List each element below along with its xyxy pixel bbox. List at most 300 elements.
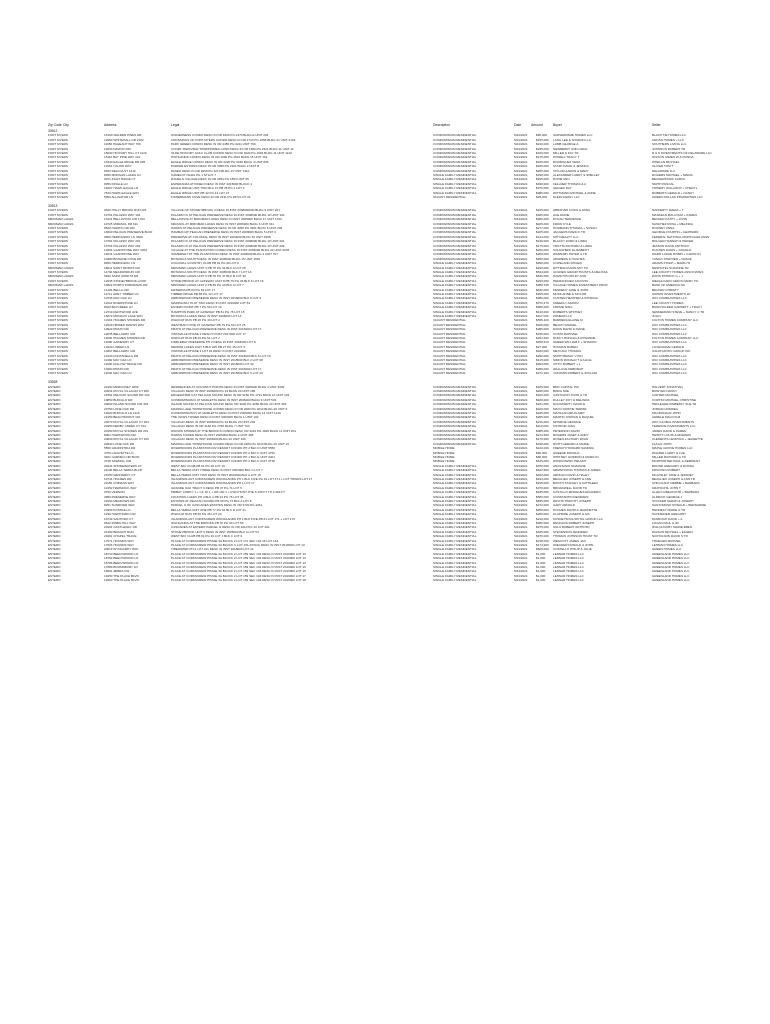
buyer-cell: BLACKY FORD & LINDA (553, 239, 588, 244)
address-cell: 12035 BELLAWAY CIR (104, 331, 136, 336)
amount-cell: $1,000 (536, 578, 546, 583)
seller-cell: WCI COMMUNITIES LLC (652, 366, 687, 371)
seller-cell: WEALE FARO GEM IN MARY TR (652, 278, 698, 283)
seller-cell: BECKERSTAFF CAROL (652, 177, 686, 182)
city-cell: MIROMAR LAKES (48, 217, 74, 222)
table-row (0, 429, 770, 433)
amount-cell: $155,000 (536, 137, 549, 142)
legal-cell: MIRASOL AT MIROMAR LAKES DESC IN INST 2006000 BLDG 6 UNIT 611 (171, 221, 275, 226)
description-cell: VACANT RESIDENTIAL (433, 318, 466, 323)
address-cell: 9071 INLET RIDGE CT (104, 177, 136, 182)
date-cell: 5/24/2021 (514, 247, 528, 252)
address-cell: 20750 LONE OAK DR (104, 406, 135, 411)
description-cell: CONDOMINIUM RESIDENTIAL (433, 441, 477, 446)
seller-cell: BOONE GREGORY & DONNA (652, 463, 695, 468)
date-cell: 5/24/2021 (514, 538, 528, 543)
buyer-cell: LUMB GEORGE A (553, 142, 579, 147)
seller-cell: WCI COMMUNITIES LLC (652, 331, 687, 336)
table-row (0, 217, 770, 221)
description-cell: CONDOMINIUM RESIDENTIAL (433, 239, 477, 244)
table-row (0, 261, 770, 265)
city-cell: FORT MYERS (48, 261, 68, 266)
date-cell: 5/24/2021 (514, 186, 528, 191)
seller-cell: GREENLAND HOMES LLC (652, 564, 690, 569)
description-cell: CONDOMINIUM RESIDENTIAL (433, 384, 477, 389)
address-cell: 10152 HAMMOCK WAY (104, 485, 137, 490)
description-cell: CONDOMINIUM RESIDENTIAL (433, 437, 477, 442)
city-cell: ESTERO (48, 507, 61, 512)
buyer-cell: BEACH SAMUEL (553, 322, 577, 327)
amount-cell: $214,500 (536, 432, 549, 437)
table-row (0, 473, 770, 477)
seller-cell: MAPLE GROVE HOMES LLC (652, 446, 693, 451)
table-row (0, 288, 770, 292)
table-row (0, 296, 770, 300)
seller-cell: R & S INVESTMENTS OF DELAWARE LLC (652, 150, 712, 155)
buyer-cell: CREEKLY AARON (553, 300, 579, 305)
date-cell: 5/24/2021 (514, 459, 528, 464)
buyer-cell: HAMILTON WILDY ANN (553, 274, 587, 279)
description-cell: SINGLE FAMILY RESIDENTIAL (433, 520, 477, 525)
seller-cell: TOWERY WILLIAM R + CHERYL (652, 186, 698, 191)
address-cell: 10743 SANTORO CT (104, 516, 134, 521)
seller-cell: GREENLAND HOMES LLC (652, 573, 690, 578)
table-row (0, 539, 770, 543)
city-cell: ESTERO (48, 520, 61, 525)
city-cell: ESTERO (48, 490, 61, 495)
city-cell: ESTERO (48, 525, 61, 530)
amount-cell: $290,000 (536, 353, 549, 358)
legal-cell: CAMELOT ISLES PG 1 STLOT 7 (171, 172, 217, 177)
table-row (0, 354, 770, 358)
legal-cell: PLACE AT CORKSCREW PHASE 3A BLOCK 2 LOT 159 SEC 104 DESC IN INST 2019000 LOT 15 (171, 564, 306, 569)
address-cell: 20630 LONE OAK DR (104, 441, 135, 446)
amount-cell: $216,000 (536, 419, 549, 424)
legal-cell: ARBORWOOD PRESERVE DESC IN INST 2015000 BLK 8 LOT 3 (171, 296, 262, 301)
legal-cell: PLACE AT CORKSCREW PHASE 3A BLOCK 2 LOT 159 SEC 104 DESC IN INST 2019000 LOT 18 (171, 578, 306, 583)
buyer-cell: CONSTANTIN DENMARK (553, 494, 589, 499)
address-cell: 11641 RIVERSTONE LN (104, 300, 138, 305)
date-cell: 5/24/2021 (514, 371, 528, 376)
buyer-cell: SOLA ROBERT ANTHONY (553, 525, 590, 530)
seller-cell: KRATOCHIL JOHN T (652, 485, 681, 490)
description-cell: VACANT RESIDENTIAL (433, 344, 466, 349)
address-cell: 15340 EAGLE RIDGE DR 605 (104, 159, 146, 164)
table-row (0, 371, 770, 375)
table-row (0, 155, 770, 159)
buyer-cell: CUSTER HEATHER & PATRICIA (553, 296, 599, 301)
amount-cell: $1,000 (536, 551, 546, 556)
description-cell: CONDOMINIUM RESIDENTIAL (433, 247, 477, 252)
buyer-cell: POWELL TRACY T (553, 155, 580, 160)
city-cell: ESTERO (48, 529, 61, 534)
description-cell: CONDOMINIUM RESIDENTIAL (433, 406, 477, 411)
seller-cell: SCHNEIDER GREGORY (652, 512, 687, 517)
legal-cell: BOTANICA SOUTH DESC IN INST 2005000 BLDG 15 UNIT 1501 (171, 256, 261, 261)
description-cell: VACANT RESIDENTIAL (433, 371, 466, 376)
amount-cell: $490,000 (536, 181, 549, 186)
table-row (0, 318, 770, 322)
buyer-cell: APAWERS & HUGHES (553, 256, 585, 261)
city-cell: FORT MYERS (48, 146, 68, 151)
legal-cell: ISLANDSOLANT CORKSCREW WOODLANDS PH 1 BLK FIVE PB 61 LOT 171 + LOT 173 (171, 516, 295, 521)
description-cell: CONDOMINIUM RESIDENTIAL (433, 419, 477, 424)
city-cell: FORT MYERS (48, 186, 68, 191)
date-cell: 5/24/2021 (514, 353, 528, 358)
amount-cell: $310,000 (536, 239, 549, 244)
address-cell: 11650 PAGEANT WAY 706 (104, 142, 141, 147)
address-cell: 14897 BELLAWAY CIR (104, 349, 136, 354)
buyer-cell: DULLEY ROY & MELINDA (553, 397, 590, 402)
city-cell: FORT MYERS (48, 155, 68, 160)
legal-cell: PLACE AT CORKSCREW PHASE 3A BLOCK 2 LOT 171 SEC 104 16 LOT 164 (171, 538, 279, 543)
address-cell: 12031 GLADSTONE WAY (104, 252, 140, 257)
buyer-cell: SMITH BRADY LYNN (553, 353, 583, 358)
seller-cell: ALLEN GIDEON PJR + BARBARA (652, 490, 700, 495)
description-cell: SINGLE FAMILY RESIDENTIAL (433, 269, 477, 274)
address-cell: 14181 BELLA CIR (104, 287, 129, 292)
city-cell: ESTERO (48, 494, 61, 499)
seller-cell: FEDERAL NATIONAL MORTGAGE ASSN (652, 234, 710, 239)
date-cell: 5/24/2021 (514, 159, 528, 164)
legal-cell: MIROMAR LAKES UNIT 4 PB 78 PG 64 BLK A LOT 28 (171, 265, 246, 270)
seller-cell: GREEN DOLLAR PROPERTIES LLC (652, 194, 703, 199)
table-row (0, 481, 770, 485)
table-row (0, 305, 770, 309)
address-cell: 20244 SHOREWATERS CT (104, 463, 142, 468)
address-cell: 18710 BEECHWOOD LN (104, 551, 139, 556)
buyer-cell: COPELAND ROGER (553, 261, 582, 266)
amount-cell: $344,600 (536, 335, 549, 340)
date-cell: 5/24/2021 (514, 261, 528, 266)
table-row (0, 222, 770, 226)
city-cell: FORT MYERS (48, 362, 68, 367)
table-row (0, 349, 770, 353)
city-cell: FORT MYERS (48, 172, 68, 177)
amount-cell: $210,000 (536, 516, 549, 521)
description-cell: VACANT RESIDENTIAL (433, 357, 466, 362)
date-cell: 5/24/2021 (514, 481, 528, 486)
seller-cell: BOWYER NANCY (652, 388, 678, 393)
address-cell: 13060 DAVINCI DR (104, 146, 131, 151)
description-cell: SINGLE FAMILY RESIDENTIAL (433, 547, 477, 552)
buyer-cell: DAVIS DAVID & DIANE (553, 327, 585, 332)
seller-cell: HEFLEGER KIMBERLY SUE TR (652, 402, 697, 407)
buyer-cell: MAYO KRISTIE TERRIE (553, 406, 587, 411)
date-cell: 5/24/2021 (514, 287, 528, 292)
description-cell: SINGLE FAMILY RESIDENTIAL (433, 261, 477, 266)
legal-cell: WILDCAT RUN PB 26 PG 40 LOT 2 (171, 318, 220, 323)
description-cell: CONDOMINIUM RESIDENTIAL (433, 208, 477, 213)
legal-cell: PLACE AT CORKSCREW PHASE 3A BLOCK C LOT 151 ASSOC DESC IN INST 2019000 LOT 13 (171, 542, 305, 547)
address-cell: 11660 GAINEWAY CT (104, 340, 135, 345)
buyer-cell: DOUGHERTY DAVID E (553, 402, 586, 407)
amount-cell: $174,900 (536, 542, 549, 547)
buyer-cell: ZONERS LLC (553, 313, 573, 318)
city-cell: FORT MYERS (48, 371, 68, 376)
amount-cell: $289,000 (536, 366, 549, 371)
description-cell: SINGLE FAMILY RESIDENTIAL (433, 476, 477, 481)
seller-cell: HENNESY MARIE G TR (652, 507, 686, 512)
address-cell: 12035 STONEYBROOK LOOP (104, 278, 147, 283)
date-cell: 5/24/2021 (514, 428, 528, 433)
date-cell: 5/24/2021 (514, 547, 528, 552)
legal-cell: FISHERMANS COVE DESC IN OR 3131 PG 2870 LOT 21 (171, 194, 251, 199)
description-cell: VACANT RESIDENTIAL (433, 335, 466, 340)
legal-cell: VISTAVILLE PHASE 3 LOT 92 DESC IN INST 2019000 (171, 349, 246, 354)
date-cell: 5/24/2021 (514, 556, 528, 561)
description-cell: SINGLE FAMILY RESIDENTIAL (433, 309, 477, 314)
date-cell: 5/24/2021 (514, 507, 528, 512)
buyer-cell: WESCOTT JAMES JAN (553, 538, 586, 543)
table-row (0, 508, 770, 512)
legal-cell: BOTANICA LAKES DESC IN INST 2006000 LOT 14 (171, 313, 242, 318)
city-cell: FORT MYERS (48, 168, 68, 173)
legal-cell: COLONIAL COUNTRY CLUB PB 81 PG 90 LOT 8 (171, 261, 239, 266)
table-row (0, 358, 770, 362)
table-row (0, 367, 770, 371)
seller-cell: NICHOLSON DAVID S TR (652, 534, 688, 539)
amount-cell: $113,000 (536, 424, 549, 429)
legal-cell: MATERRA PB 83 PG 83 LOT 17 (171, 287, 216, 292)
city-cell: MIROMAR LAKES (48, 274, 74, 279)
legal-cell: HAWKS TOWER DESC IN INST 2006000 BLDG 2 UNIT 408 (171, 432, 254, 437)
city-cell: FORT MYERS (48, 318, 68, 323)
seller-cell: BOLGER HANNAH & HEIFER (652, 239, 694, 244)
buyer-cell: WOSIKOWSKI HELMUT (553, 459, 587, 464)
address-cell: 23160 MARCONEY 3209 (104, 384, 139, 389)
table-row (0, 437, 770, 441)
table-row (0, 424, 770, 428)
header-date: Date (514, 123, 522, 127)
buyer-cell: METCALF THOMAS (553, 349, 582, 354)
address-cell: 4738 SAWMILL CIR (104, 459, 132, 464)
buyer-cell: COSTELLO PHILIP & JULIE (553, 547, 592, 552)
legal-cell: WEST BAY CLUB PB 61 PG 20 LOT 1 BLK C LOT 6 (171, 534, 243, 539)
city-cell: ESTERO (48, 542, 61, 547)
legal-cell: VISTAVILLE PHASE 2 DESC IN INST 2017000 LOT 17 (171, 331, 246, 336)
address-cell: 12719 KENTWOOD AVE (104, 309, 138, 314)
address-cell: 21561 PELICAN SOUND DR 103 (104, 393, 150, 398)
seller-cell: MCWHORTER PAUL & DEBORAH (652, 459, 700, 464)
date-cell: 5/24/2021 (514, 498, 528, 503)
address-cell: 10741 HOLMES DR (104, 476, 132, 481)
amount-cell: $930,000 (536, 265, 549, 270)
table-row (0, 402, 770, 406)
header-zip: Zip Code (48, 123, 62, 127)
legal-cell: PARCEL G OF CASCADES ESTATES DESC IN OR 3720 PG 4261 (171, 503, 263, 508)
legal-cell: PLACE AT CORKSCREW PHASE 3A BLOCK 2 LOT 159 SEC 104 DESC IN INST 2019000 LOT 14 (171, 560, 306, 565)
legal-cell: WESTMAN COVE AT GATEWAY PB 79 PG 50 LOT 25 (171, 322, 246, 327)
legal-cell: EAGLE RIDGE CONDO DESC IN OR 2220 PG 3320 BLDG 4 UNIT 605 (171, 159, 269, 164)
city-cell: ESTERO (48, 547, 61, 552)
seller-cell: GREENLAND HOMES LLC (652, 569, 690, 574)
seller-cell: YANGO STEPHEN + FRANK (652, 256, 692, 261)
buyer-cell: HOLMAN RUBEN (553, 344, 578, 349)
city-cell: FORT MYERS (48, 300, 68, 305)
amount-cell: $336,000 (536, 331, 549, 336)
description-cell: SINGLE FAMILY RESIDENTIAL (433, 564, 477, 569)
amount-cell: $221,000 (536, 402, 549, 407)
description-cell: VACANT RESIDENTIAL (433, 353, 466, 358)
address-cell: 10380 BONAVIE COVE DR (104, 256, 142, 261)
amount-cell: $415,000 (536, 357, 549, 362)
city-cell: ESTERO (48, 424, 61, 429)
date-cell: 5/24/2021 (514, 300, 528, 305)
table-row (0, 569, 770, 573)
seller-cell: DESHOTEL SUZANNE TR (652, 265, 689, 270)
amount-cell: $400,000 (536, 472, 549, 477)
description-cell: SINGLE FAMILY RESIDENTIAL (433, 313, 477, 318)
description-cell: CONDOMINIUM RESIDENTIAL (433, 256, 477, 261)
table-row (0, 525, 770, 529)
seller-cell: WAY GLOBAL INVESTMENTS (652, 419, 694, 424)
seller-cell: BEAULIEU JOSEPH & ANN TR (652, 476, 695, 481)
city-cell: FORT MYERS (48, 133, 68, 138)
date-cell: 5/24/2021 (514, 384, 528, 389)
date-cell: 5/24/2021 (514, 142, 528, 147)
seller-cell: STACKER SARAH & JOSEPH (652, 498, 694, 503)
amount-cell: $1,000 (536, 564, 546, 569)
table-row (0, 213, 770, 217)
date-cell: 5/24/2021 (514, 362, 528, 367)
date-cell: 5/24/2021 (514, 349, 528, 354)
seller-cell: TRAEGER MICHAEL (652, 538, 682, 543)
date-cell: 5/24/2021 (514, 181, 528, 186)
buyer-cell: YAKOMIN ROBERT & JOCLAIR (553, 371, 597, 376)
table-row (0, 182, 770, 186)
legal-cell: STONEYBROOK UNIT 5 DESC IN INST 2005000 BLK A LOT 54 (171, 529, 259, 534)
date-cell: 5/24/2021 (514, 155, 528, 160)
table-row (0, 530, 770, 534)
legal-cell: PARKER ESTATES DESC IN OR 3050 PG 2321 BLDG 3 UNIT B (171, 164, 260, 169)
date-cell: 5/24/2021 (514, 476, 528, 481)
table-row (0, 464, 770, 468)
buyer-cell: CASTAGNO JOHN G TR (553, 393, 588, 398)
city-cell: MIROMAR LAKES (48, 265, 74, 270)
seller-cell: JESSON DAVID ANTHONY (652, 243, 690, 248)
city-cell: FORT MYERS (48, 353, 68, 358)
description-cell: SINGLE FAMILY RESIDENTIAL (433, 578, 477, 583)
buyer-cell: BMC CAPITAL INC (553, 384, 580, 389)
amount-cell: $260,000 (536, 164, 549, 169)
city-cell: FORT MYERS (48, 225, 68, 230)
seller-cell: LEE COUNTY HOMES (652, 300, 684, 305)
date-cell: 5/24/2021 (514, 239, 528, 244)
seller-cell: MACDONALD JOHN (652, 410, 681, 415)
seller-cell: FLAGG JOHN (652, 441, 672, 446)
description-cell: CONDOMINIUM RESIDENTIAL (433, 164, 477, 169)
amount-cell: $609,000 (536, 547, 549, 552)
city-cell: MIROMAR LAKES (48, 221, 74, 226)
description-cell: CONDOMINIUM RESIDENTIAL (433, 252, 477, 257)
seller-cell: MASKEAN MALCOLM + KAREN (652, 212, 697, 217)
address-cell: 13420 LINDEN LN (104, 344, 130, 349)
description-cell: SINGLE FAMILY RESIDENTIAL (433, 569, 477, 574)
seller-cell: WCI COMMUNITIES LLC (652, 362, 687, 367)
amount-cell: $285,000 (536, 415, 549, 420)
buyer-cell: MTH REALTY LLC (553, 234, 579, 239)
description-cell: SINGLE FAMILY RESIDENTIAL (433, 507, 477, 512)
amount-cell: $175,000 (536, 243, 549, 248)
table-row (0, 442, 770, 446)
amount-cell: $200,000 (536, 247, 549, 252)
table-row (0, 160, 770, 164)
city-cell: FORT MYERS (48, 340, 68, 345)
legal-cell: VILLAGIO DESC IN INST 2006000 BLDG 20 UNIT 106 (171, 437, 246, 442)
description-cell: CONDOMINIUM RESIDENTIAL (433, 212, 477, 217)
description-cell: SINGLE FAMILY RESIDENTIAL (433, 278, 477, 283)
city-cell: FORT MYERS (48, 243, 68, 248)
address-cell: 8251 SUNRIVER WAY (104, 503, 135, 508)
description-cell: CONDOMINIUM RESIDENTIAL (433, 168, 477, 173)
city-cell: FORT MYERS (48, 239, 68, 244)
legal-cell: TIDEWATER PH 2 LOT 221 DESC IN INST 2018000 LOT 12 (171, 547, 254, 552)
city-cell: FORT MYERS (48, 194, 68, 199)
amount-cell: $295,000 (536, 291, 549, 296)
legal-cell: STONEYBROOK AT GATEWAY UNIT 8 PB 76 PG 33 BLK 6 LOT 15 (171, 278, 264, 283)
legal-cell: VILLAGIO DESC IN INST 2006000 PG 33 BLDG 20 UNIT 203 (171, 419, 256, 424)
description-cell: SINGLE FAMILY RESIDENTIAL (433, 177, 477, 182)
table-row (0, 274, 770, 278)
seller-cell: JULIO (652, 313, 661, 318)
table-row (0, 235, 770, 239)
legal-cell: PRIBAY CORKY 1 + CF 18 1 + OR 160 1 + R EN HUNT THE S 150 FT TH 3 264 FT (171, 490, 285, 495)
address-cell: 12640 HIDDEN MARSH WAY (104, 322, 145, 327)
buyer-cell: LENNAR HOMES LLC (553, 556, 584, 561)
city-cell: ESTERO (48, 481, 61, 486)
legal-cell: OLDE HICKORY GOLF CLUB CONDO DESC IN OR 3220 PG 1981 BLDG 11 UNIT 1120 (171, 150, 292, 155)
table-row (0, 191, 770, 195)
date-cell: 5/24/2021 (514, 305, 528, 310)
amount-cell: $275,000 (536, 525, 549, 530)
buyer-cell: HORMANN THOMAS + SUSAN (553, 225, 597, 230)
city-cell: FORT MYERS (48, 177, 68, 182)
legal-cell: BELLA TERRA UNIT TWO DESC IN INST 2004000 BLK A LOT 15 (171, 472, 261, 477)
table-row (0, 446, 770, 450)
date-cell: 5/24/2021 (514, 402, 528, 407)
table-row (0, 561, 770, 565)
address-cell: 10761 PALAZZO WAY 104 (104, 212, 141, 217)
address-cell: 20013 WYNGARDY WAY (104, 547, 139, 552)
date-cell: 5/24/2021 (514, 190, 528, 195)
amount-cell: $580,000 (536, 494, 549, 499)
seller-cell: BECKER KATHY + JOHN (652, 217, 688, 222)
seller-cell: LOGAN PAUL & JR (652, 520, 679, 525)
legal-cell: EAGLE RIDGE UNIT PB 32 PG 14 LOT 27 (171, 190, 230, 195)
description-cell: MOBILE HOME (433, 459, 455, 464)
amount-cell: $330,000 (536, 172, 549, 177)
date-cell: 5/24/2021 (514, 450, 528, 455)
date-cell: 5/24/2021 (514, 137, 528, 142)
seller-cell: BLACK TIE HOMES LLC (652, 133, 686, 138)
address-cell: 11711 GREY TIMBER LN (104, 291, 139, 296)
city-cell: FORT MYERS (48, 252, 68, 257)
description-cell: SINGLE FAMILY RESIDENTIAL (433, 573, 477, 578)
buyer-cell: HEFRANOVEZ JACOVIN (553, 278, 588, 283)
city-cell: ESTERO (48, 432, 61, 437)
address-cell: 11600 FALLOW TRACE DR (104, 362, 142, 367)
table-row (0, 578, 770, 582)
buyer-cell: VITTO ROBERT + L (553, 362, 581, 367)
table-row (0, 552, 770, 556)
buyer-cell: ROSEN ZACHARY EVAN (553, 437, 589, 442)
description-cell: SINGLE FAMILY RESIDENTIAL (433, 265, 477, 270)
legal-cell: PALAZZO III AT PELICAN PRESERVE DESC IN INST 2008000 BLDG 10 UNIT 104 (171, 212, 285, 217)
seller-cell: GREENLAND HOMES LLC (652, 560, 690, 565)
description-cell: CONDOMINIUM RESIDENTIAL (433, 428, 477, 433)
table-row (0, 279, 770, 283)
